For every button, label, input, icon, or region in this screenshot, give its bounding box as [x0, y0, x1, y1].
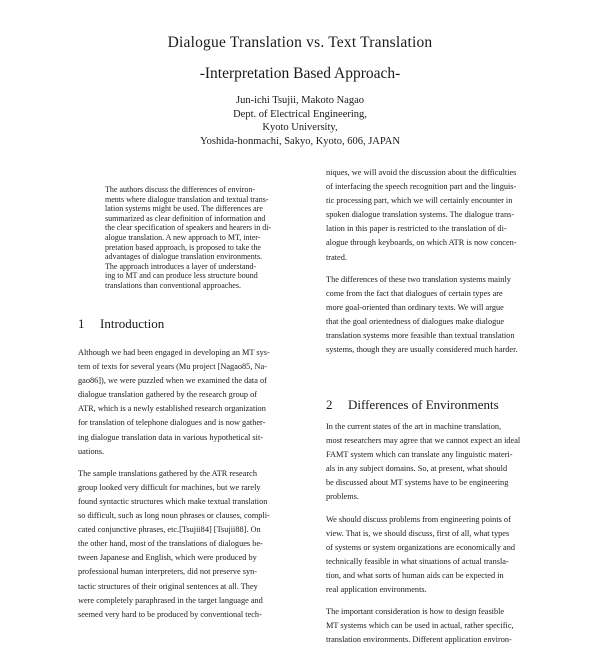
abstract-line: alogue translation. A new approach to MT, inter- [105, 232, 261, 242]
text-line: problems. [326, 492, 359, 502]
text-line: translation environments. Different application environ- [326, 635, 512, 645]
abstract-line: ments where dialogue translation and textual trans- [105, 194, 269, 204]
section-title: Introduction [100, 316, 165, 331]
text-line: so difficult, such as long noun phrases or clauses, compli- [78, 511, 270, 521]
text-line: tactic structures of their original sentences at all. They [78, 581, 258, 591]
abstract-line: translations than conventional approaches. [105, 280, 241, 290]
text-line: seemed very hard to be produced by conventional tech- [78, 609, 262, 619]
text-line: The sample translations gathered by the ATR research [78, 468, 258, 478]
section-title: Differences of Environments [348, 397, 499, 412]
author-department: Dept. of Electrical Engineering, [233, 108, 367, 120]
text-line: tic processing part, which we will certainly encounter in [326, 196, 513, 206]
section-1-heading [78, 316, 164, 332]
text-line: Although we had been engaged in developing an MT sys- [78, 348, 270, 357]
text-line: group looked very difficult for machines, but we rarely [78, 482, 261, 492]
text-line: be discussed about MT systems have to be engineering [326, 478, 509, 488]
text-line: cated conjunctive phrases, etc.[Tsujii84] [Tsujii88]. On [78, 525, 261, 535]
text-line: ATR, which is a newly established research organization [78, 404, 266, 414]
text-line: technically feasible in what situations of actual transla- [326, 556, 509, 566]
author-block [0, 94, 600, 148]
text-line: that the goal orientedness of dialogues make dialogue [326, 316, 505, 326]
text-line: tween Japanese and English, which were produced by [78, 553, 257, 563]
text-line: real application environments. [326, 585, 427, 595]
abstract-line: advantages of dialogue translation environments. [105, 252, 263, 262]
text-line: were completely paraphrased in the target language and [78, 595, 263, 605]
author-address: Yoshida-honmachi, Sakyo, Kyoto, 606, JAPAN [200, 135, 400, 147]
text-line: of interfacing the speech recognition part and the linguis- [326, 182, 517, 192]
right-column-text [326, 166, 544, 357]
abstract-line: ing to MT and can produce less structure bound [105, 271, 258, 281]
text-line: niques, we will avoid the discussion about the difficulties [326, 168, 517, 177]
text-line: most researchers may agree that we cannot expect an ideal [326, 436, 521, 446]
text-line: professional human interpreters, did not preserve syn- [78, 567, 258, 577]
abstract-line: The authors discuss the differences of environ- [105, 185, 256, 194]
text-line: In the current states of the art in machine translation, [326, 422, 502, 431]
abstract-line: The approach introduces a layer of understand- [105, 261, 257, 271]
section-2-heading [326, 397, 499, 413]
text-line: for translation of telephone dialogues and is now gather- [78, 418, 266, 428]
text-line: tion, and what sorts of human aids can be expected in [326, 570, 504, 580]
text-line: systems, though they are usually considered much harder. [326, 345, 518, 355]
paper-title: Dialogue Translation vs. Text Translation [167, 34, 433, 51]
abstract-line: summarized as clear definition of information and [105, 213, 266, 223]
section-number: 2 [326, 397, 333, 412]
text-line: view. That is, we should discuss, first of all, what types [326, 528, 510, 538]
abstract-text [105, 185, 305, 291]
text-line: dialogue translation gathered by the research group of [78, 390, 258, 400]
abstract-line: pretation based approach, is proposed to take the [105, 242, 261, 252]
text-line: ing dialogue translation data in various hypothetical sit- [78, 432, 264, 442]
text-line: the other hand, most of the translations of dialogues be- [78, 539, 263, 549]
text-line: found syntactic structures which make textual translation [78, 496, 268, 506]
section-2-text [326, 420, 544, 647]
text-line: tem of texts for several years (Mu project [Nagao85, Na- [78, 362, 267, 372]
text-line: translation systems more feasible than textual translation [326, 331, 515, 341]
text-line: als in any subject domains. So, at present, what should [326, 464, 508, 474]
text-line: We should discuss problems from engineering points of [326, 514, 511, 524]
author-names: Jun-ichi Tsujii, Makoto Nagao [236, 95, 364, 106]
text-line: come from the fact that dialogues of certain types are [326, 288, 503, 298]
paper-subtitle: -Interpretation Based Approach- [199, 65, 401, 82]
text-line: The important consideration is how to design feasible [326, 607, 505, 617]
text-line: MT systems which can be used in actual, rather specific, [326, 621, 514, 631]
text-line: trated. [326, 252, 347, 262]
text-line: uations. [78, 446, 105, 456]
text-line: lation in this paper is restricted to the translation of di- [326, 224, 507, 234]
abstract-line: lation systems might be used. The differences are [105, 204, 263, 214]
left-column-text [78, 346, 302, 622]
text-line: FAMT system which can translate any linguistic materi- [326, 450, 513, 460]
section-number: 1 [78, 316, 85, 331]
text-line: The differences of these two translation systems mainly [326, 274, 511, 284]
text-line: alogue through keyboards, on which ATR is now concen- [326, 238, 517, 248]
abstract-line: the clear specification of speakers and hearers in di- [105, 223, 272, 233]
text-line: of systems or system organizations are economically and [326, 542, 516, 552]
author-university: Kyoto University, [262, 122, 338, 133]
text-line: gao86]), we were puzzled when we examined the data of [78, 376, 267, 386]
text-line: more goal-oriented than ordinary texts. We will argue [326, 302, 504, 312]
text-line: spoken dialogue translation systems. The dialogue trans- [326, 210, 515, 220]
